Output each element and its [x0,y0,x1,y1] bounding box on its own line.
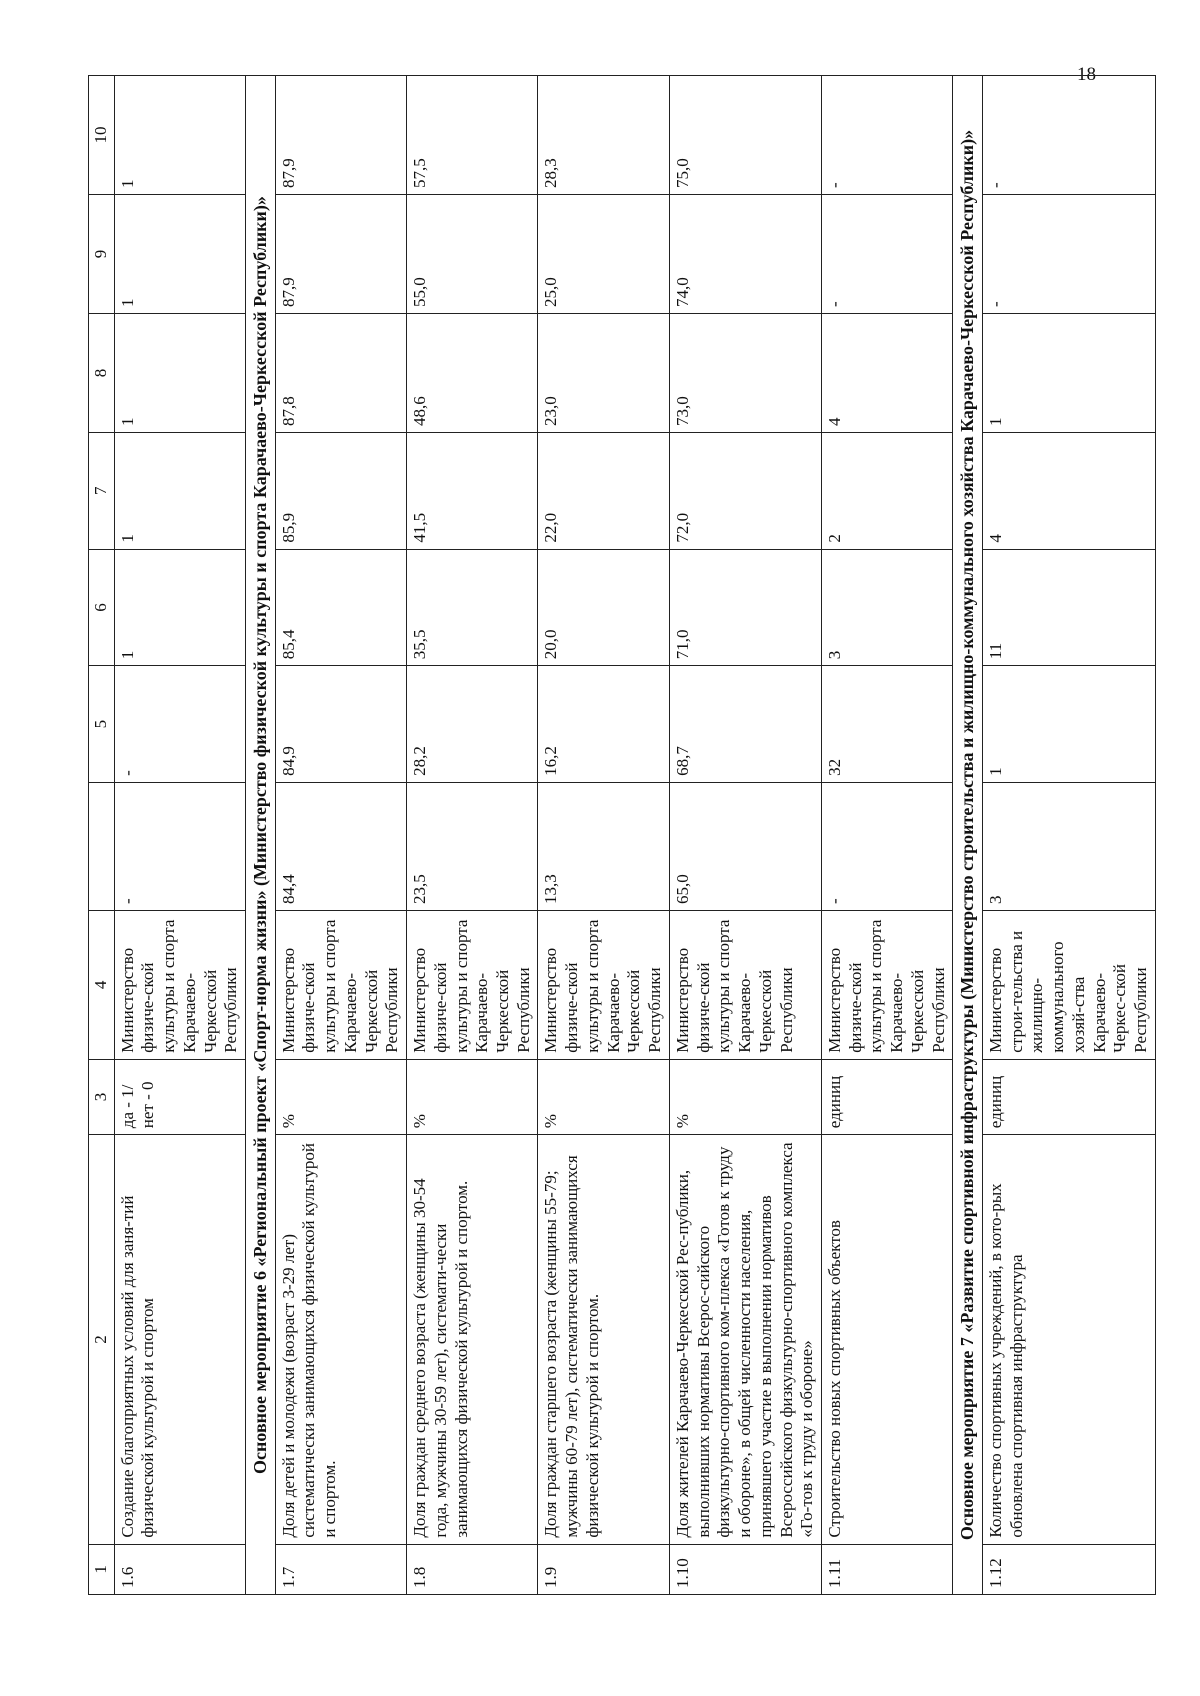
table-cell: 1.10 [669,1544,821,1594]
table-cell: 25,0 [538,195,669,314]
table-cell: 20,0 [538,549,669,666]
table-cell: 84,9 [275,666,406,783]
table-cell: единиц [982,1059,1155,1134]
table-row [407,76,538,1595]
table-row [114,76,245,1595]
table-cell: 16,2 [538,666,669,783]
table-cell: % [669,1059,821,1134]
column-header: 8 [89,314,115,433]
table-cell: 65,0 [669,782,821,910]
table-cell: 3 [822,549,953,666]
table-cell: 4 [982,432,1155,549]
table-cell: 32 [822,666,953,783]
table-row [982,76,1155,1595]
table-cell: 11 [982,549,1155,666]
table-cell: - [822,782,953,910]
table-row [669,76,821,1595]
table-cell: 48,6 [407,314,538,433]
table-body [114,76,1155,1595]
table-cell: 1 [982,666,1155,783]
table-cell: - [982,76,1155,195]
column-header: 7 [89,432,115,549]
table-cell: 1 [114,549,245,666]
table-cell: - [822,195,953,314]
table-cell: Министерство физиче-ской культуры и спорта Карачаево-Черкесской Республики [114,911,245,1060]
table-cell: 35,5 [407,549,538,666]
table-cell: 1 [114,314,245,433]
table-cell: - [114,666,245,783]
column-header: 6 [89,549,115,666]
column-header: 2 [89,1135,115,1544]
table-cell: 41,5 [407,432,538,549]
table-cell: % [538,1059,669,1134]
table-cell: - [114,782,245,910]
table-cell: % [407,1059,538,1134]
table-cell: 22,0 [538,432,669,549]
table-cell: 87,8 [275,314,406,433]
column-header: 5 [89,666,115,783]
table-cell: - [822,76,953,195]
table-cell: 68,7 [669,666,821,783]
table-cell: 1.9 [538,1544,669,1594]
table-row [538,76,669,1595]
rotated-table-container [88,75,1151,1595]
table-cell: 23,5 [407,782,538,910]
table-cell: 28,3 [538,76,669,195]
table-cell: Строительство новых спортивных объектов [822,1135,953,1544]
table-cell: 85,9 [275,432,406,549]
table-cell: 71,0 [669,549,821,666]
table-cell: 1 [982,314,1155,433]
table-cell: 87,9 [275,195,406,314]
column-header: 3 [89,1059,115,1134]
table-cell: 72,0 [669,432,821,549]
table-cell: 1 [114,195,245,314]
table-cell: 13,3 [538,782,669,910]
table-cell: да - 1/ нет - 0 [114,1059,245,1134]
table-cell: Создание благоприятных условий для заня-тий физической культурой и спортом [114,1135,245,1544]
indicator-table [88,75,1156,1595]
table-cell: Доля граждан старшего возраста (женщины 55-79; мужчины 60-79 лет), систематически занимающихся физической культурой и спортом. [538,1135,669,1544]
table-cell: 2 [822,432,953,549]
table-cell: 74,0 [669,195,821,314]
table-cell: Министерство строи-тельства и жилищно-коммунального хозяй-ства Карачаево-Черкес-ской Республики [982,911,1155,1060]
table-row [275,76,406,1595]
table-cell: Количество спортивных учреждений, в кото-рых обновлена спортивная инфраструктура [982,1135,1155,1544]
table-cell: 84,4 [275,782,406,910]
column-header: 4 [89,911,115,1060]
table-cell: - [982,195,1155,314]
table-cell: 23,0 [538,314,669,433]
table-cell: 75,0 [669,76,821,195]
table-cell: Доля детей и молодежи (возраст 3-29 лет) систематически занимающихся физической культурой и спортом. [275,1135,406,1544]
table-cell: 4 [822,314,953,433]
table-cell: Министерство физиче-ской культуры и спорта Карачаево-Черкесской Республики [822,911,953,1060]
table-cell: Министерство физиче-ской культуры и спорта Карачаево-Черкесской Республики [275,911,406,1060]
table-cell: 28,2 [407,666,538,783]
table-cell: 1 [114,76,245,195]
table-cell: 3 [982,782,1155,910]
page-number: 18 [1077,64,1096,85]
table-cell: 1 [114,432,245,549]
table-cell: 1.8 [407,1544,538,1594]
table-cell: 73,0 [669,314,821,433]
section-heading-row [246,76,276,1595]
column-header: 10 [89,76,115,195]
section-heading: Основное мероприятие 7 «Развитие спортивной инфраструктуры (Министерство строительства и жилищно-коммунального хозяйства Карачаево-Черкесской Республики)» [953,76,983,1595]
column-header: 9 [89,195,115,314]
column-header [89,782,115,910]
table-cell: Доля граждан среднего возраста (женщины 30-54 года, мужчины 30-59 лет), системати-чески занимающихся физической культурой и спортом. [407,1135,538,1544]
table-cell: 1.7 [275,1544,406,1594]
table-row [822,76,953,1595]
table-cell: Министерство физиче-ской культуры и спорта Карачаево-Черкесской Республики [669,911,821,1060]
table-cell: 55,0 [407,195,538,314]
table-cell: 1.11 [822,1544,953,1594]
table-cell: 57,5 [407,76,538,195]
table-cell: 87,9 [275,76,406,195]
table-cell: Доля жителей Карачаево-Черкесской Рес-публики, выполнивших нормативы Всерос-сийского физкультурно-спортивного ком-плекса «Готов к труду и обороне», в общей численности населения, принявшего участие в выполнении нормативов Всероссийского физкультурно-спортивного комплекса «Го-тов к труду и обороне» [669,1135,821,1544]
table-cell: Министерство физиче-ской культуры и спорта Карачаево-Черкесской Республики [407,911,538,1060]
section-heading: Основное мероприятие 6 «Региональный проект «Спорт-норма жизни» (Министерство физической культуры и спорта Карачаево-Черкесской Республики)» [246,76,276,1595]
table-cell: 85,4 [275,549,406,666]
table-cell: единиц [822,1059,953,1134]
section-heading-row [953,76,983,1595]
table-cell: 1.12 [982,1544,1155,1594]
table-cell: % [275,1059,406,1134]
table-header-row [89,76,115,1595]
column-header: 1 [89,1544,115,1594]
table-cell: Министерство физиче-ской культуры и спорта Карачаево-Черкесской Республики [538,911,669,1060]
table-cell: 1.6 [114,1544,245,1594]
